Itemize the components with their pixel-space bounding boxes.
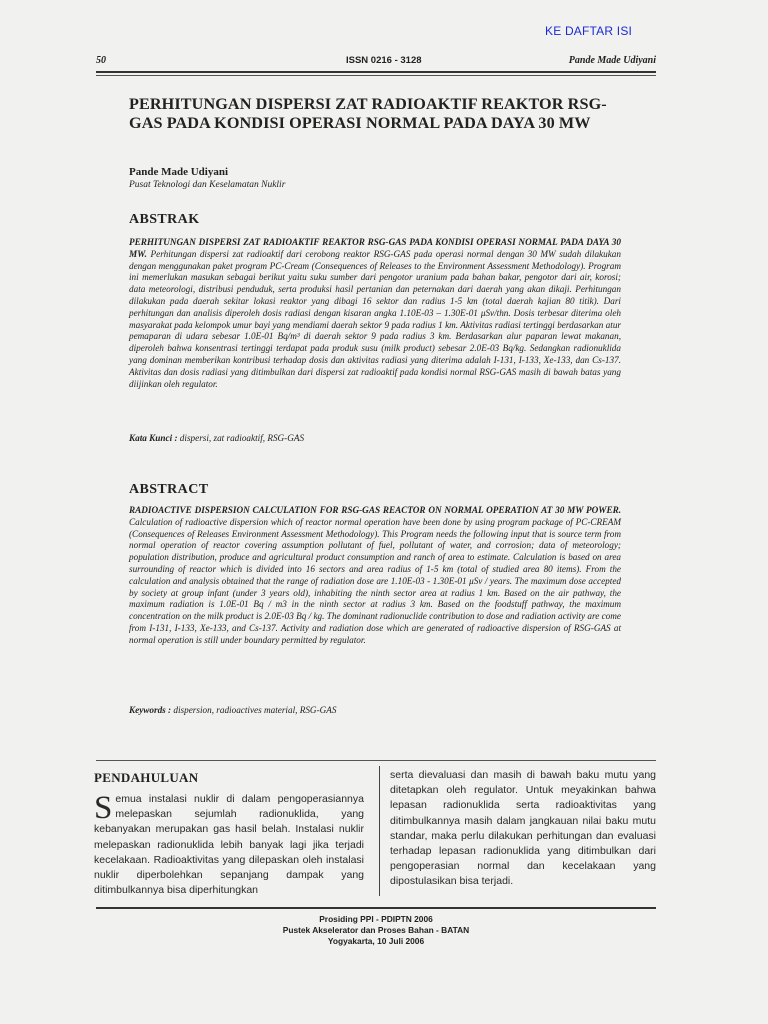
abstrak-body: Perhitungan dispersi zat radioaktif dari cerobong reaktor RSG-GAS pada operasi normal dengan 30 MW sudah dilakukan dengan menggunakan paket program PC-Cream (Consequences of Releases to the Environment Assessment Methodology). Program ini memerlukan masukan sebagai berikut yaitu suku sumber dari pengotor uranium pada bahan bakar, pengotor dari air, korosi; data meteorologi, distribusi penduduk, serta produksi hasil pertanian dan peternakan dari daerah yang akan dikaji. Perhitungan dilakukan pada daerah sekitar lokasi reaktor yang dibagi 16 sektor dan radius 1-5 km (total daerah kajian 80 titik). Dari perhitungan dan analisis diperoleh dosis radiasi dengan kisaran angka 1.10E-03 – 1.30E-01 μSv/thn. Dosis terbesar diterima oleh masyarakat pada kelompok umur bayi yang mendiami daerah sektor 9 pada radius 1 km. Aktivitas radiasi tertinggi berdasarkan atur pemaparan di udara sebesar 1.0E-01 Bq/m³ di daerah sektor 9 pada radius 3 km. Berdasarkan alur paparan lewat makanan, diperoleh bahwa konsentrasi tertinggi terdapat pada produk susu (milk product) sebesar 2.0E-03 Bq/kg. Sedangkan radionuklida yang dominan memberikan kontribusi terhadap dosis dan aktivitas radiasi yang diterima adalah I-131, I-133, Xe-133, dan Cs-137. Aktivitas dan dosis radiasi yang ditimbulkan dari dispersi zat radioaktif pada kondisi normal RSG-GAS masih di bawah batas yang diijinkan oleh regulator. [129,248,621,389]
footer-line-2: Pustek Akselerator dan Proses Bahan - BATAN [282,925,470,935]
abstract-title-caps: RADIOACTIVE DISPERSION CALCULATION FOR RSG-GAS REACTOR ON NORMAL OPERATION AT 30 MW POWER. [129,505,621,515]
header-rule [96,71,656,73]
running-header [96,55,656,69]
pendahuluan-heading: PENDAHULUAN [94,770,199,785]
abstract-body: Calculation of radioactive dispersion which of reactor normal operation have been done by using program package of PC-CREAM (Consequences of Releases Environment Assessment Methodology). This Program needs the following input that is source term from normal operation of reactor covering assumption pollutant of fuel, pollutant of water, and corrosion; data of meteorology; population distribution, produce and agricultural product consumption and ranch of area to estimate. Calculation is based on area surrounding of reactor which is divided into 16 sectors and area radius of 1-5 km (total of studied area 80 items). From the calculation and analysis obtained that the range of radiation dose are 1.10E-03 - 1.30E-01 μSv / years. The maximum dose accepted by society at group infant (under 3 years old), inhabiting the ninth sector area at radius 1 km. Based on the air pathway, the maximum radiation is 1.0E-01 Bq / m3 in the ninth sector at radius 3 km. Based on the foodstuff pathway, the maximum concentration on the milk product is 2.0E-03 Bq / kg. The dominant radionuclide contribution to dose and radiation activity are come from I-131, I-133, Xe-133, and Cs-137. Activity and radiation dose which are generated of radioactive dispersion of RSG-GAS at normal operation is still under boundary permitted by regulator. [129,516,621,645]
abstract-keywords [129,705,336,715]
article-author: Pande Made Udiyani [129,166,229,178]
footer-line-3: Yogyakarta, 10 Juli 2006 [327,936,425,946]
pendahuluan-right-column: serta dievaluasi dan masih di bawah baku mutu yang ditetapkan oleh regulator. Untuk meyakinkan bahwa lepasan radionuklida serta radioaktivitas yang ditimbulkannya masih dalam jangkauan nilai baku mutu standar, maka perlu dilakukan perhitungan dan evaluasi terhadap lepasan radionuklida yang ditimbulkan dari pengoperasian normal dan kecelakaan yang dipostulasikan bisa terjadi. [390,769,656,888]
article-affiliation: Pusat Teknologi dan Keselamatan Nuklir [129,180,286,190]
abstrak-keywords-label: Kata Kunci : [129,433,178,443]
abstrak-text [129,237,621,390]
column-divider [379,766,380,896]
abstrak-title-caps: PERHITUNGAN DISPERSI ZAT RADIOAKTIF REAKTOR RSG-GAS PADA KONDISI OPERASI NORMAL PADA DAYA 30 MW. [129,237,621,259]
footer-line-1: Prosiding PPI - PDIPTN 2006 [319,914,433,924]
abstract-text [129,505,621,647]
pendahuluan-left-text: emua instalasi nuklir di dalam pengoperasiannya melepaskan sejumlah radionuklida, yang kebanyakan merupakan gas hasil belah. Instalasi nuklir melepaskan radionuklida lebih banyak lagi jika terjadi kecelakaan. Radioaktivitas yang dilepaskan oleh instalasi nuklir diperbolehkan sepanjang dampak yang ditimbulkannya bisa diperhitungkan [94,793,364,897]
abstract-keywords-label: Keywords : [129,705,172,715]
header-author: Pande Made Udiyani [568,55,656,66]
issn: ISSN 0216 - 3128 [346,55,422,66]
abstrak-keywords [129,433,304,443]
pendahuluan-left-column [94,792,364,898]
abstrak-heading: ABSTRAK [129,212,200,227]
section-rule [96,760,656,761]
article-title: PERHITUNGAN DISPERSI ZAT RADIOAKTIF REAKTOR RSG-GAS PADA KONDISI OPERASI NORMAL PADA DAYA 30 MW [129,95,607,132]
page-number: 50 [96,55,106,66]
drop-cap: S [94,790,113,826]
abstrak-keywords-value: dispersi, zat radioaktif, RSG-GAS [179,433,305,443]
toc-link[interactable]: KE DAFTAR ISI [545,24,633,38]
footer-rule [96,907,656,909]
footer [96,914,656,947]
abstract-keywords-value: dispersion, radioactives material, RSG-GAS [173,705,337,715]
abstract-heading: ABSTRACT [129,482,209,497]
header-rule-thin [96,75,656,76]
